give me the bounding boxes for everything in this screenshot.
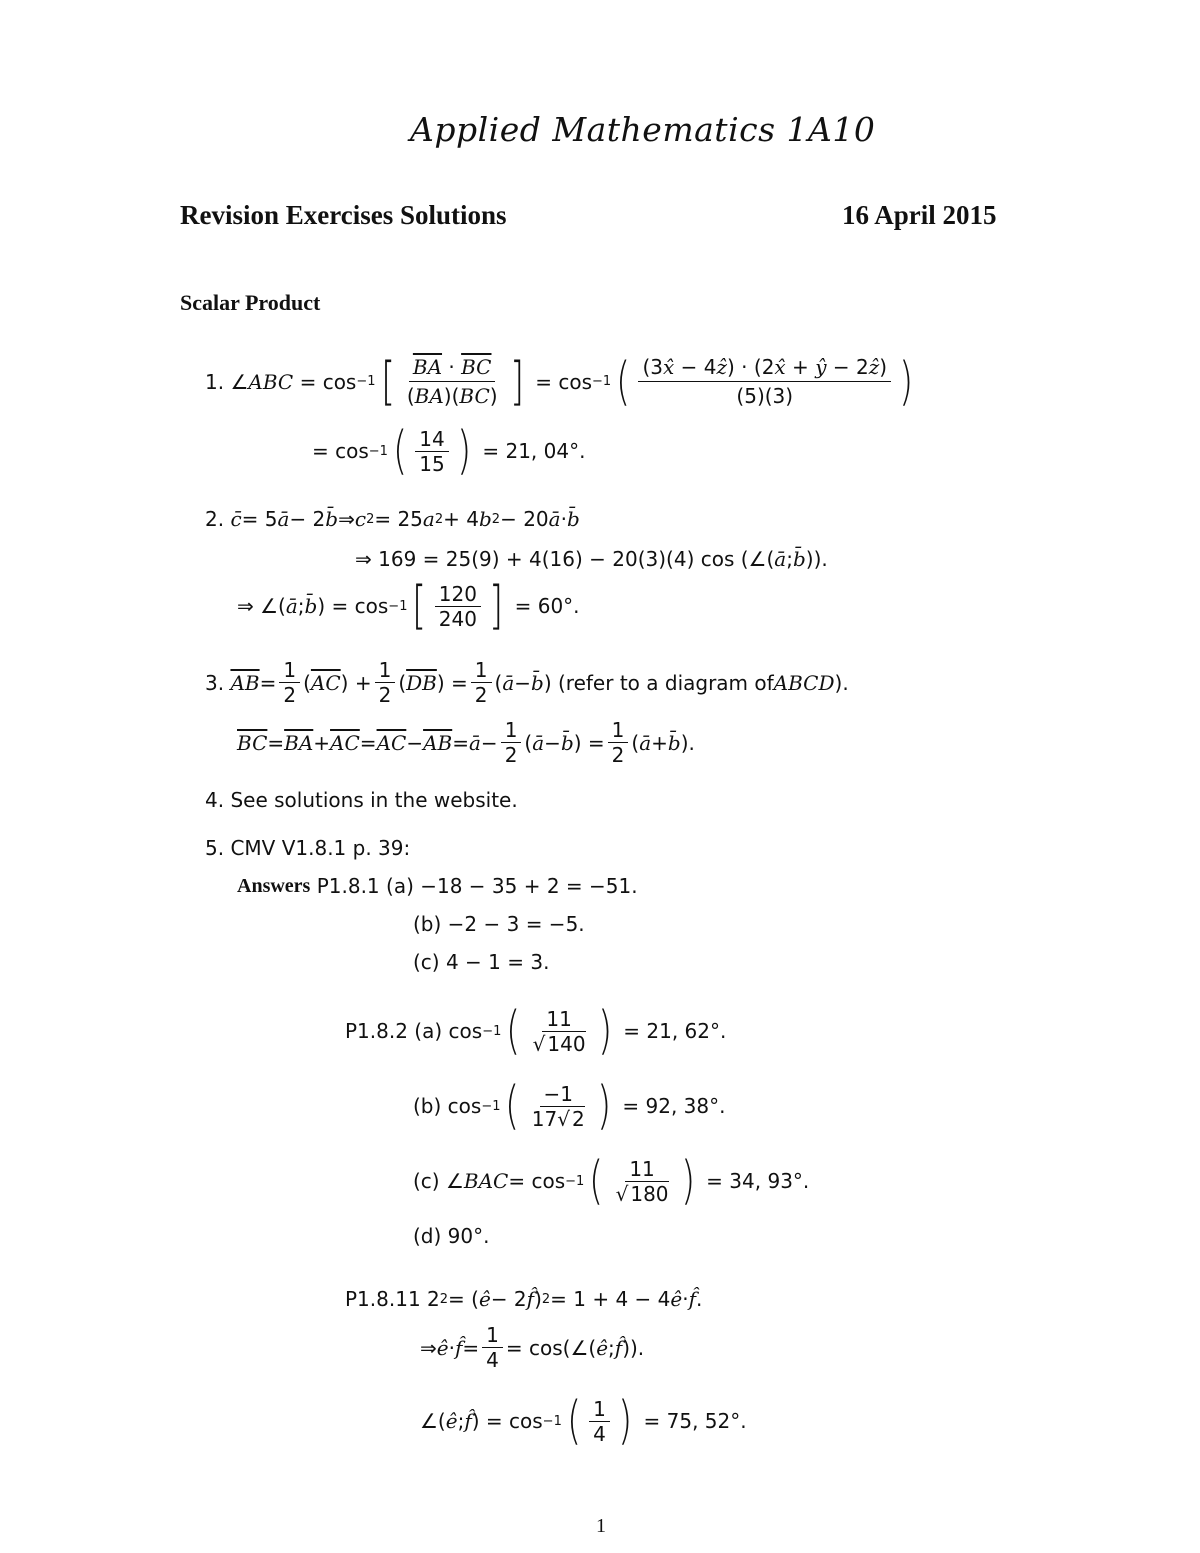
solution-1-line-1: 1. ∠ ABC = cos −1 [ $\frac{\overline{BA} \cdot \overline{BC}}{(BA)(BC)}$ ] = cos −1 ( $\frac{\text{(3x̂ − 4ẑ) · (2x̂ + ŷ − 2ẑ)}}{(5)(3)}$ ) (205, 351, 914, 412)
p182c: (c) ∠ BAC = cos −1 ( $\frac{11}{√ 180}$ ) = 34, 93°. (413, 1151, 810, 1211)
item-number: 3. (205, 670, 225, 695)
p181a-text: P1.8.1 (a) −18 − 35 + 2 = −51. (316, 874, 638, 898)
p1811-line-1: P1.8.11 2 2 = ( ê − 2 f̂ ) 2 = 1 + 4 − 4 ê · f̂ . (345, 1287, 703, 1311)
solution-3-line-2: $\overline{BC}$ = $\overline{BA}$ + $\overline{AC}$ = $\overline{AC}$ − $\overline{AB}$ = ā − $\frac{1}{2}$ ( ā − b̄ ) = $\frac{1}{2}$ ( ā + b̄ ). (237, 718, 695, 767)
p1811-line-2: ⇒ ê · f̂ = $\frac{1}{4}$ = cos(∠( ê ; f̂ )). (420, 1323, 645, 1372)
p182d: (d) 90°. (413, 1224, 490, 1248)
p182a: P1.8.2 (a) cos −1 ( $\frac{11}{√ 140}$ ) = 21, 62°. (345, 1001, 727, 1061)
p1811-line-3: ∠( ê ; f̂ ) = cos −1 ( $\frac{1}{4}$ ) = 75, 52°. (420, 1391, 747, 1451)
solution-5-text: CMV V1.8.1 p. 39: (230, 836, 411, 860)
item-number: 5. (205, 836, 225, 860)
answers-p181c: (c) 4 − 1 = 3. (413, 950, 550, 974)
item-number: 1. (205, 369, 225, 394)
answers-label: Answers (237, 874, 311, 897)
page-number: 1 (596, 1515, 606, 1537)
solution-2-line-2: ⇒ 169 = 25(9) + 4(16) − 20(3)(4) cos (∠( ā ; b̄ )). (355, 547, 828, 571)
p182b: (b) cos −1 ( $\frac{-1}{17√ 2}$ ) = 92, 38°. (413, 1076, 726, 1136)
solution-4 (205, 788, 518, 812)
solution-2-line-3: ⇒ ∠( ā ; b̄ ) = cos −1 [ $\frac{120}{240}$ ] = 60°. (237, 576, 580, 636)
item-number: 2. (205, 507, 225, 531)
solution-3-line-1: 3. $\overline{AB}$ = $\frac{1}{2}$ ( $\overline{AC}$ ) + $\frac{1}{2}$ ( $\overline{DB}$ ) = $\frac{1}{2}$ ( ā − b̄ ) (refer to a diagram of ABCD ). (205, 658, 849, 707)
subtitle: Revision Exercises Solutions (180, 200, 507, 230)
answers-p181a (237, 874, 638, 898)
solution-1-line-2: = cos −1 ( $\frac{14}{15}$ ) = 21, 04°. (312, 421, 586, 481)
item-number: 4. (205, 788, 225, 812)
solution-5 (205, 836, 410, 860)
section-heading: Scalar Product (180, 290, 321, 315)
solution-2-line-1: 2. c̄ = 5 ā − 2 b̄ ⇒ c 2 = 25 a 2 + 4 b 2 − 20 ā · b̄ (205, 507, 580, 531)
answers-p181b: (b) −2 − 3 = −5. (413, 912, 585, 936)
page-title: Applied Mathematics 1A10 (410, 110, 876, 149)
date: 16 April 2015 (842, 200, 997, 230)
solution-4-text: See solutions in the website. (230, 788, 518, 812)
